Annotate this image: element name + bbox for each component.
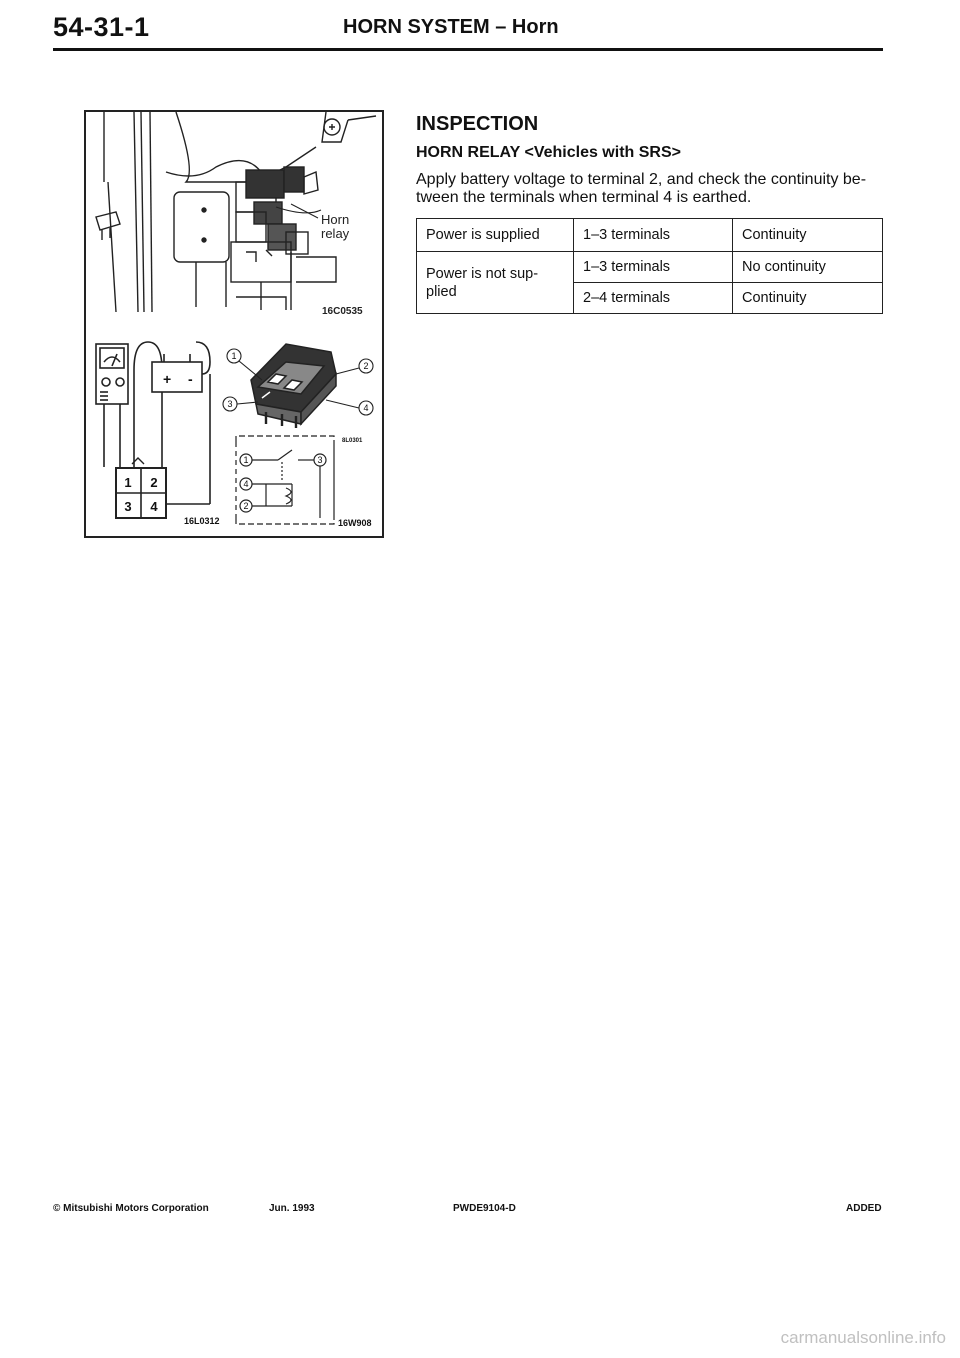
callout-terminal-3: 3 (227, 399, 233, 409)
connector-pin-4: 4 (150, 499, 158, 514)
relay-illustration (86, 112, 382, 536)
figure-code-top: 16C0535 (322, 306, 363, 317)
footer-date: Jun. 1993 (269, 1203, 315, 1214)
callout-terminal-2: 2 (363, 361, 369, 371)
connector-pin-3: 3 (124, 499, 132, 514)
footer-code: PWDE9104-D (453, 1203, 516, 1214)
page-header (53, 12, 883, 102)
schematic-terminal-numbers (243, 455, 322, 511)
table-row (417, 219, 883, 252)
section-subtitle: HORN RELAY <Vehicles with SRS> (416, 144, 681, 161)
instruction-line-2: tween the terminals when terminal 4 is earthed. (416, 189, 752, 206)
relay-schematic (236, 436, 334, 524)
page-title: HORN SYSTEM – Horn (343, 16, 559, 38)
condition-line-2: plied (426, 283, 457, 300)
schematic-terminal-3: 3 (317, 455, 323, 465)
figure-code-small: 8L0301 (342, 438, 363, 444)
horn-relay-figure (84, 110, 384, 538)
terminals-cell: 1–3 terminals (574, 219, 733, 252)
inspection-section (416, 113, 886, 314)
section-title: INSPECTION (416, 113, 539, 135)
table-row (417, 252, 883, 283)
horn-relay-label-line1: Horn (321, 212, 350, 227)
terminals-cell: 1–3 terminals (574, 252, 733, 283)
connector-pin-2: 2 (150, 475, 158, 490)
condition-line-1: Power is not sup- (426, 265, 539, 282)
schematic-terminal-4: 4 (243, 479, 249, 489)
instruction-line-1: Apply battery voltage to terminal 2, and check the continuity be- (416, 171, 867, 188)
figure-code-right: 16W908 (338, 518, 372, 528)
result-cell: No continuity (733, 252, 883, 283)
battery-minus: - (188, 371, 193, 387)
relay-body-drawing (251, 344, 336, 428)
horn-relay-label-line2: relay (321, 226, 350, 241)
header-rule (53, 48, 883, 51)
footer-status: ADDED (846, 1203, 882, 1214)
condition-cell (417, 252, 574, 314)
footer-copyright: © Mitsubishi Motors Corporation (53, 1203, 209, 1214)
figure-code-left: 16L0312 (184, 516, 220, 526)
result-cell: Continuity (733, 283, 883, 314)
continuity-test-diagram (96, 342, 210, 518)
callout-terminal-4: 4 (363, 403, 369, 413)
result-cell: Continuity (733, 219, 883, 252)
connector-pin-1: 1 (124, 475, 132, 490)
continuity-table (416, 218, 883, 314)
condition-cell: Power is supplied (417, 219, 574, 252)
instruction-text (416, 171, 886, 207)
callout-terminal-1: 1 (231, 351, 237, 361)
schematic-terminal-1: 1 (243, 455, 249, 465)
terminals-cell: 2–4 terminals (574, 283, 733, 314)
schematic-terminal-2: 2 (243, 501, 249, 511)
page-number: 54-31-1 (53, 12, 150, 42)
battery-plus: + (163, 371, 172, 387)
watermark: carmanualsonline.info (780, 1328, 946, 1347)
